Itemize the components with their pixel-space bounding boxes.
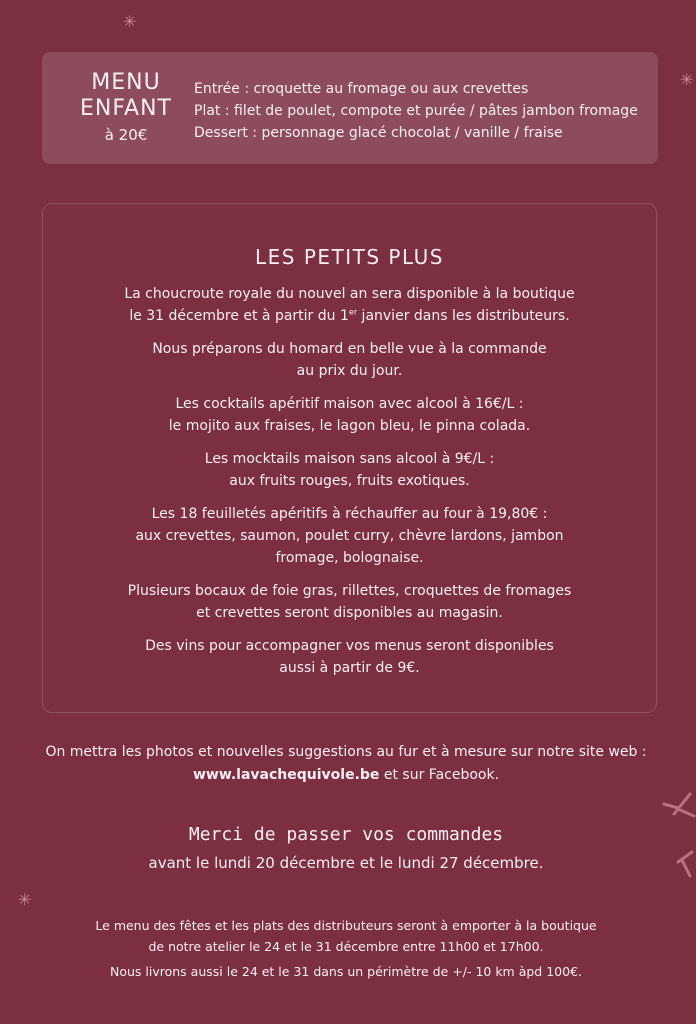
kids-menu-plat: Plat : filet de poulet, compote et purée / pâtes jambon fromage [194,103,638,119]
star-icon: ✳ [18,890,32,909]
petits-plus-title: LES PETITS PLUS [255,245,444,269]
bocaux-paragraph: Plusieurs bocaux de foie gras, rillettes, croquettes de fromages et crevettes seront disponibles au magasin. [127,583,572,621]
choucroute-paragraph: La choucroute royale du nouvel an sera disponible à la boutique le 31 décembre et à partir du 1er janvier dans les distributeurs. [124,286,575,324]
vins-paragraph: Des vins pour accompagner vos menus seront disponibles aussi à partir de 9€. [145,638,554,676]
order-deadline-title: Merci de passer vos commandes [188,824,504,845]
kids-menu-title-line1: MENU [91,70,161,95]
kids-menu-title [70,70,182,146]
kids-menu-title-line2: ENFANT [80,96,172,121]
website-link[interactable]: www.lavachequivole.be [192,767,380,783]
order-deadline [20,822,672,876]
star-icon: ✳ [123,12,137,31]
kids-menu-dessert: Dessert : personnage glacé chocolat / vanille / fraise [194,125,563,141]
feuilletes-paragraph: Les 18 feuilletés apéritifs à réchauffer au four à 19,80€ : aux crevettes, saumon, poulet curry, chèvre lardons, jambon fromage, bolognaise. [135,506,564,566]
homard-paragraph: Nous préparons du homard en belle vue à la commande au prix du jour. [152,341,547,379]
petits-plus-body [82,283,617,690]
cocktails-paragraph: Les cocktails apéritif maison avec alcool à 16€/L : le mojito aux fraises, le lagon bleu, le pinna colada. [168,396,531,434]
kids-menu-price: à 20€ [104,126,148,144]
star-icon: ✳ [680,70,694,89]
website-note: On mettra les photos et nouvelles suggestions au fur et à mesure sur notre site web : www.lavachequivole.be et sur Facebook. [45,744,647,783]
mocktails-paragraph: Les mocktails maison sans alcool à 9€/L : aux fruits rouges, fruits exotiques. [204,451,495,489]
kids-menu-items [194,78,638,144]
order-deadline-dates: avant le lundi 20 décembre et le lundi 27 décembre. [148,854,544,872]
kids-menu-entree: Entrée : croquette au fromage ou aux crevettes [194,81,529,97]
footer-note: Le menu des fêtes et les plats des distributeurs seront à emporter à la boutique de notre atelier le 24 et le 31 décembre entre 11h00 et 17h00. Nous livrons aussi le 24 et le 31 dans un périmètre de +/- 10 km àpd 100€. [95,918,597,979]
